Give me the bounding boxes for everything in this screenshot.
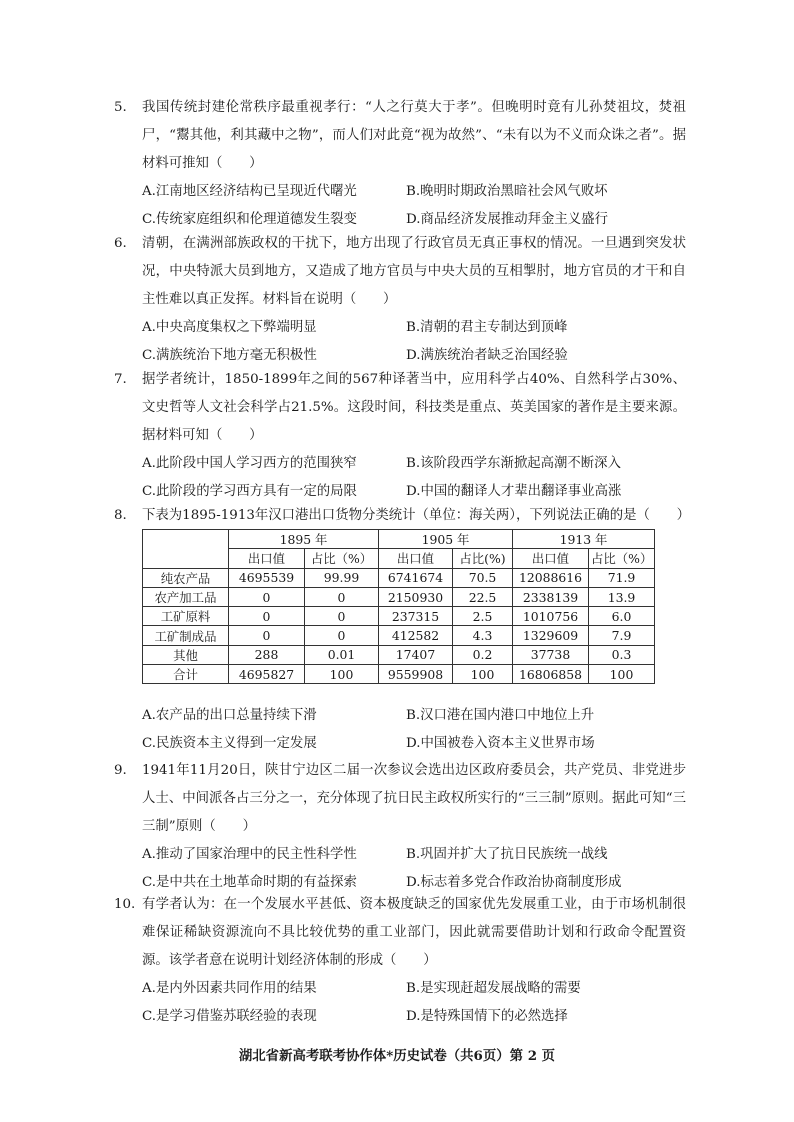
option-b[interactable]: B.巩固并扩大了抗日民族统一战线 bbox=[406, 847, 608, 862]
question-8 bbox=[114, 502, 691, 530]
table-cell: 0 bbox=[229, 607, 305, 626]
option-b[interactable]: B.清朝的君主专制达到顶峰 bbox=[406, 320, 568, 335]
question-8-options bbox=[114, 702, 686, 758]
table-cell: 4695827 bbox=[229, 665, 305, 684]
table-row bbox=[143, 568, 655, 587]
table-cell: 6741674 bbox=[379, 568, 453, 587]
table-total-row bbox=[143, 665, 655, 684]
table-corner-cell bbox=[143, 530, 229, 569]
column-header: 出口值 bbox=[229, 549, 305, 568]
table-row bbox=[143, 645, 655, 664]
table-cell: 12088616 bbox=[513, 568, 589, 587]
table-cell: 0.3 bbox=[589, 645, 655, 664]
table-cell: 2150930 bbox=[379, 587, 453, 606]
option-b[interactable]: B.是实现赶超发展战略的需要 bbox=[406, 981, 581, 996]
row-label: 工矿原料 bbox=[143, 607, 229, 626]
table-cell: 237315 bbox=[379, 607, 453, 626]
page-footer: 湖北省新高考联考协作体*历史试卷（共6页）第 2 页 bbox=[238, 1048, 556, 1064]
question-stem: 有学者认为：在一个发展水平甚低、资本极度缺乏的国家优先发展重工业，由于市场机制很难保证稀缺资源流向不具比较优势的重工业部门，因此就需要借助计划和行政命令配置资源。该学者意在说明计划经济体制的形成（ ） bbox=[142, 897, 686, 968]
question-stem: 清朝，在满洲部族政权的干扰下，地方出现了行政官员无真正事权的情况。一旦遇到突发状况，中央特派大员到地方，又造成了地方官员与中央大员的互相掣肘，地方官员的才干和自主性难以真正发挥。材料旨在说明（ ） bbox=[142, 236, 686, 307]
options-grid bbox=[142, 702, 686, 758]
option-d[interactable]: D.商品经济发展推动拜金主义盛行 bbox=[406, 212, 608, 227]
row-label: 工矿制成品 bbox=[143, 626, 229, 645]
question-stem: 我国传统封建伦常秩序最重视孝行：“人之行莫大于孝”。但晚明时竟有儿孙焚祖坟，焚祖尸，“鬻其他，利其藏中之物”，而人们对此竟“视为故然”、“未有以为不义而众诛之者”。据材料可推知（ ） bbox=[142, 100, 686, 171]
question-number: 7. bbox=[114, 372, 127, 387]
option-a[interactable]: A.中央高度集权之下弊端明显 bbox=[142, 320, 317, 335]
table-cell: 99.99 bbox=[305, 568, 379, 587]
table-cell: 100 bbox=[305, 665, 379, 684]
question-7 bbox=[114, 366, 686, 506]
column-header: 占比（%） bbox=[305, 549, 379, 568]
table-cell: 0.01 bbox=[305, 645, 379, 664]
table-row bbox=[143, 587, 655, 606]
option-a[interactable]: A.此阶段中国人学习西方的范围狭窄 bbox=[142, 456, 357, 471]
row-label: 农产加工品 bbox=[143, 587, 229, 606]
question-9 bbox=[114, 757, 686, 897]
option-d[interactable]: D.是特殊国情下的必然选择 bbox=[406, 1009, 568, 1024]
option-b[interactable]: B.晚明时期政治黑暗社会风气败坏 bbox=[406, 184, 608, 199]
table-cell: 100 bbox=[453, 665, 513, 684]
year-header: 1895 年 bbox=[229, 530, 379, 549]
question-number: 10. bbox=[114, 897, 136, 912]
table-cell: 0 bbox=[305, 587, 379, 606]
table-cell: 70.5 bbox=[453, 568, 513, 587]
table-cell: 2.5 bbox=[453, 607, 513, 626]
question-5 bbox=[114, 94, 686, 234]
table-cell: 100 bbox=[589, 665, 655, 684]
option-d[interactable]: D.满族统治者缺乏治国经验 bbox=[406, 348, 568, 363]
question-stem: 1941年11月20日，陕甘宁边区二届一次参议会选出边区政府委员会，共产党员、非党进步人士、中间派各占三分之一，充分体现了抗日民主政权所实行的“三三制”原则。据此可知“三三制”原则（ ） bbox=[142, 763, 686, 834]
question-number: 8. bbox=[114, 508, 127, 523]
column-header: 占比（%） bbox=[589, 549, 655, 568]
table-cell: 412582 bbox=[379, 626, 453, 645]
table-cell: 22.5 bbox=[453, 587, 513, 606]
table-cell: 0 bbox=[305, 626, 379, 645]
option-c[interactable]: C.此阶段的学习西方具有一定的局限 bbox=[142, 484, 357, 499]
option-c[interactable]: C.传统家庭组织和伦理道德发生裂变 bbox=[142, 212, 357, 227]
question-stem: 下表为1895-1913年汉口港出口货物分类统计（单位：海关两），下列说法正确的是（ ） bbox=[142, 508, 691, 523]
table-cell: 0 bbox=[305, 607, 379, 626]
option-c[interactable]: C.是中共在土地革命时期的有益探索 bbox=[142, 875, 357, 890]
year-header: 1905 年 bbox=[379, 530, 513, 549]
option-d[interactable]: D.中国被卷入资本主义世界市场 bbox=[406, 736, 595, 751]
option-d[interactable]: D.标志着多党合作政治协商制度形成 bbox=[406, 875, 622, 890]
options-grid bbox=[142, 178, 686, 234]
question-stem: 据学者统计，1850-1899年之间的567种译著当中，应用科学占40%、自然科学占30%、文史哲等人文社会科学占21.5%。这段时间，科技类是重点、英美国家的著作是主要来源。据材料可知（ ） bbox=[142, 372, 686, 443]
option-a[interactable]: A.推动了国家治理中的民主性科学性 bbox=[142, 847, 357, 862]
row-label: 其他 bbox=[143, 645, 229, 664]
option-a[interactable]: A.农产品的出口总量持续下滑 bbox=[142, 708, 317, 723]
table-cell: 4.3 bbox=[453, 626, 513, 645]
table-cell: 6.0 bbox=[589, 607, 655, 626]
table-cell: 9559908 bbox=[379, 665, 453, 684]
options-grid bbox=[142, 314, 686, 370]
table-cell: 1329609 bbox=[513, 626, 589, 645]
year-header: 1913 年 bbox=[513, 530, 655, 549]
table-cell: 17407 bbox=[379, 645, 453, 664]
row-label: 合计 bbox=[143, 665, 229, 684]
option-a[interactable]: A.江南地区经济结构已呈现近代曙光 bbox=[142, 184, 357, 199]
question-10 bbox=[114, 891, 686, 1031]
row-label: 纯农产品 bbox=[143, 568, 229, 587]
table-cell: 37738 bbox=[513, 645, 589, 664]
option-d[interactable]: D.中国的翻译人才辈出翻译事业高涨 bbox=[406, 484, 622, 499]
question-number: 5. bbox=[114, 100, 127, 115]
export-statistics-table bbox=[142, 529, 655, 684]
options-grid bbox=[142, 841, 686, 897]
option-a[interactable]: A.是内外因素共同作用的结果 bbox=[142, 981, 317, 996]
option-c[interactable]: C.满族统治下地方毫无积极性 bbox=[142, 348, 317, 363]
options-grid bbox=[142, 450, 686, 506]
column-header: 出口值 bbox=[513, 549, 589, 568]
option-b[interactable]: B.汉口港在国内港口中地位上升 bbox=[406, 708, 595, 723]
table-cell: 4695539 bbox=[229, 568, 305, 587]
column-header: 出口值 bbox=[379, 549, 453, 568]
table-cell: 0 bbox=[229, 626, 305, 645]
table-cell: 0 bbox=[229, 587, 305, 606]
question-number: 9. bbox=[114, 763, 127, 778]
table-cell: 2338139 bbox=[513, 587, 589, 606]
table-cell: 71.9 bbox=[589, 568, 655, 587]
option-c[interactable]: C.是学习借鉴苏联经验的表现 bbox=[142, 1009, 317, 1024]
table-row bbox=[143, 626, 655, 645]
table-cell: 0.2 bbox=[453, 645, 513, 664]
table-row bbox=[143, 607, 655, 626]
table-cell: 16806858 bbox=[513, 665, 589, 684]
option-c[interactable]: C.民族资本主义得到一定发展 bbox=[142, 736, 317, 751]
table-cell: 7.9 bbox=[589, 626, 655, 645]
table-cell: 288 bbox=[229, 645, 305, 664]
question-6 bbox=[114, 230, 686, 370]
options-grid bbox=[142, 975, 686, 1031]
option-b[interactable]: B.该阶段西学东渐掀起高潮不断深入 bbox=[406, 456, 621, 471]
table-header-row bbox=[143, 530, 655, 549]
table-cell: 1010756 bbox=[513, 607, 589, 626]
column-header: 占比(%) bbox=[453, 549, 513, 568]
table-cell: 13.9 bbox=[589, 587, 655, 606]
question-number: 6. bbox=[114, 236, 127, 251]
